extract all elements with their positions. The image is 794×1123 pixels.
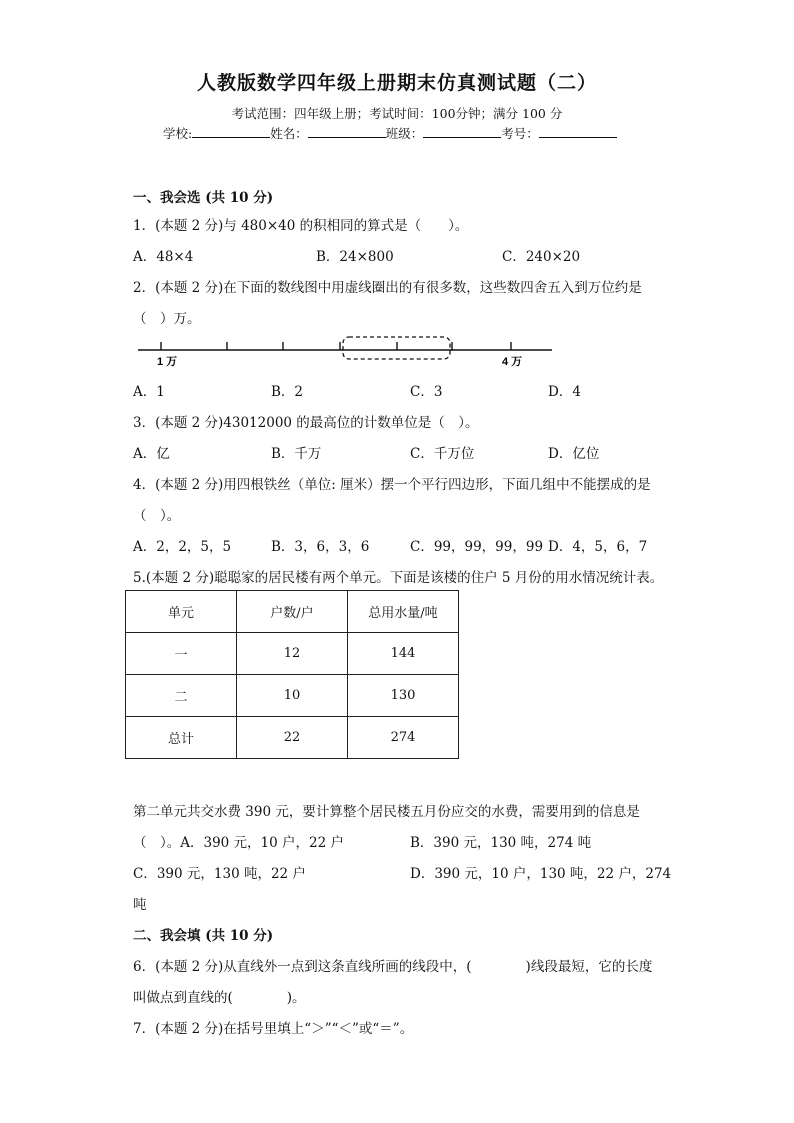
table-cell: 144 bbox=[348, 633, 459, 675]
q3-option-a: A．亿 bbox=[133, 446, 170, 462]
q6-line1: 6．(本题 2 分)从直线外一点到这条直线所画的线段中，( )线段最短，它的长度 bbox=[133, 959, 653, 975]
table-header-row bbox=[126, 591, 459, 633]
class-label: 班级： bbox=[385, 126, 424, 141]
q4-option-c: C．99，99，99，99 bbox=[410, 539, 544, 555]
table-cell: 274 bbox=[348, 717, 459, 759]
section-2-heading: 二、我会填 (共 10 分) bbox=[133, 928, 274, 944]
q3-option-d: D．亿位 bbox=[548, 446, 600, 462]
name-blank bbox=[308, 124, 386, 138]
q3-option-b: B．千万 bbox=[271, 446, 322, 462]
section-1-heading: 一、我会选 (共 10 分) bbox=[133, 190, 274, 206]
table-cell: 总计 bbox=[126, 717, 237, 759]
student-info-line bbox=[163, 124, 617, 142]
table-cell: 二 bbox=[126, 675, 237, 717]
q4-option-a: A．2，2，5，5 bbox=[133, 539, 232, 555]
exam-subtitle: 考试范围：四年级上册；考试时间：100分钟；满分 100 分 bbox=[231, 106, 563, 121]
q5-text-line1: 第二单元共交水费 390 元，要计算整个居民楼五月份应交的水费，需要用到的信息是 bbox=[133, 804, 640, 820]
school-label: 学校: bbox=[163, 126, 193, 141]
table-header-cell: 总用水量/吨 bbox=[348, 591, 459, 633]
q2-option-a: A．1 bbox=[133, 384, 165, 400]
table-cell: 130 bbox=[348, 675, 459, 717]
q4-option-b: B．3，6，3，6 bbox=[271, 539, 370, 555]
q5-text-line2: （ ）。A．390 元，10 户，22 户 bbox=[133, 835, 344, 851]
q4-stem-line2: （ ）。 bbox=[133, 508, 181, 524]
table-cell: 10 bbox=[237, 675, 348, 717]
q3-option-c: C．千万位 bbox=[410, 446, 475, 462]
q4-stem-line1: 4．(本题 2 分)用四根铁丝（单位: 厘米）摆一个平行四边形，下面几组中不能摆成的是 bbox=[133, 477, 651, 493]
table-row bbox=[126, 717, 459, 759]
number-blank bbox=[539, 124, 617, 138]
q2-option-d: D．4 bbox=[548, 384, 581, 400]
q1-option-a: A．48×4 bbox=[133, 249, 194, 265]
name-label: 姓名： bbox=[270, 126, 308, 141]
q5-option-c: C．390 元，130 吨，22 户 bbox=[133, 866, 306, 882]
class-blank bbox=[423, 124, 501, 138]
table-row bbox=[126, 675, 459, 717]
school-blank bbox=[192, 124, 270, 138]
q1-option-b: B．24×800 bbox=[316, 249, 394, 265]
table-cell: 22 bbox=[237, 717, 348, 759]
table-header-cell: 户数/户 bbox=[237, 591, 348, 633]
number-label: 考号： bbox=[501, 126, 539, 141]
page-title: 人教版数学四年级上册期末仿真测试题（二） bbox=[196, 72, 597, 94]
q5-stem: 5.(本题 2 分)聪聪家的居民楼有两个单元。下面是该楼的住户 5 月份的用水情况统计表。 bbox=[133, 570, 664, 586]
table-row bbox=[126, 633, 459, 675]
label-4-wan: 4 万 bbox=[502, 356, 523, 368]
table-header-cell: 单元 bbox=[126, 591, 237, 633]
q2-option-c: C．3 bbox=[410, 384, 443, 400]
q6-line2: 叫做点到直线的( )。 bbox=[133, 990, 306, 1006]
label-1-wan: 1 万 bbox=[157, 356, 178, 368]
q2-stem-line2: （ ）万。 bbox=[133, 311, 201, 327]
q5-option-b: B．390 元，130 吨，274 吨 bbox=[410, 835, 592, 851]
q4-option-d: D．4，5，6，7 bbox=[548, 539, 648, 555]
table-cell: 12 bbox=[237, 633, 348, 675]
q3-stem: 3．(本题 2 分)43012000 的最高位的计数单位是（ ）。 bbox=[133, 415, 479, 431]
q2-option-b: B．2 bbox=[271, 384, 304, 400]
q5-option-d-wrap: 吨 bbox=[133, 897, 147, 913]
q1-option-c: C．240×20 bbox=[502, 249, 581, 265]
table-cell: 一 bbox=[126, 633, 237, 675]
number-line-figure bbox=[135, 332, 555, 372]
q5-option-d: D．390 元，10 户，130 吨，22 户，274 bbox=[410, 866, 672, 882]
water-usage-table bbox=[125, 590, 459, 759]
q2-stem-line1: 2．(本题 2 分)在下面的数线图中用虚线圈出的有很多数，这些数四舍五入到万位约是 bbox=[133, 280, 642, 296]
q1-stem: 1．(本题 2 分)与 480×40 的积相同的算式是（ ）。 bbox=[133, 218, 469, 234]
q7-stem: 7．(本题 2 分)在括号里填上“＞”“＜”或“＝”。 bbox=[133, 1021, 414, 1037]
